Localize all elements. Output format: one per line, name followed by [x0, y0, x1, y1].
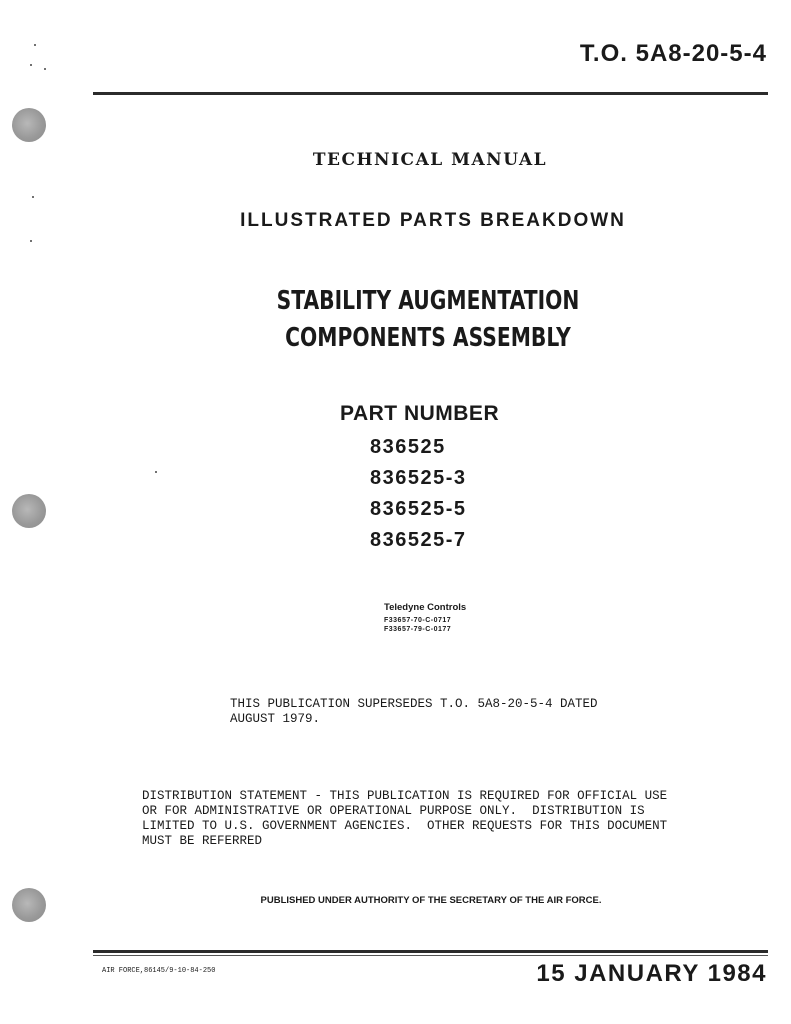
contractor-block — [384, 602, 466, 634]
supersedes-line: AUGUST 1979. — [230, 712, 321, 726]
to-number: T.O. 5A8-20-5-4 — [579, 40, 767, 67]
scan-speck — [30, 64, 32, 66]
title-line-1: STABILITY AUGMENTATION — [276, 286, 580, 316]
contract-number: F33657-70-C-0717 — [384, 617, 452, 624]
manual-subtype: ILLUSTRATED PARTS BREAKDOWN — [240, 210, 626, 231]
distribution-statement — [142, 789, 738, 849]
supersedes-notice — [230, 697, 650, 727]
punch-hole-middle — [12, 494, 46, 528]
scan-speck — [155, 471, 157, 473]
publication-date: 15 JANUARY 1984 — [536, 960, 767, 987]
scan-speck — [30, 240, 32, 242]
distribution-line: LIMITED TO U.S. GOVERNMENT AGENCIES. OTHER REQUESTS FOR THIS DOCUMENT — [142, 819, 668, 833]
header-rule — [93, 92, 768, 95]
distribution-line: OR FOR ADMINISTRATIVE OR OPERATIONAL PURPOSE ONLY. DISTRIBUTION IS — [142, 804, 645, 818]
part-number: 836525-5 — [370, 498, 467, 520]
part-number-list — [370, 432, 467, 556]
part-number: 836525-7 — [370, 529, 467, 551]
contractor-name: Teledyne Controls — [384, 602, 467, 613]
part-number: 836525-3 — [370, 467, 467, 489]
contract-number: F33657-79-C-0177 — [384, 626, 452, 633]
title-line-2: COMPONENTS ASSEMBLY — [285, 323, 571, 353]
footer-rule — [93, 950, 768, 953]
part-number: 836525 — [370, 436, 446, 458]
distribution-line: MUST BE REFERRED — [142, 834, 263, 848]
scan-speck — [32, 196, 34, 198]
distribution-line: DISTRIBUTION STATEMENT - THIS PUBLICATION IS REQUIRED FOR OFFICIAL USE — [142, 789, 668, 803]
manual-type: TECHNICAL MANUAL — [312, 150, 548, 170]
footer-rule-thin — [93, 955, 768, 956]
scan-speck — [34, 44, 36, 46]
scan-speck — [44, 68, 46, 70]
punch-hole-top — [12, 108, 46, 142]
supersedes-line: THIS PUBLICATION SUPERSEDES T.O. 5A8-20-5-4 DATED — [230, 697, 598, 711]
part-number-heading: PART NUMBER — [340, 402, 500, 425]
print-code: AIR FORCE,86145/9-10-84-250 — [102, 967, 216, 975]
authority-statement: PUBLISHED UNDER AUTHORITY OF THE SECRETARY OF THE AIR FORCE. — [260, 895, 602, 906]
